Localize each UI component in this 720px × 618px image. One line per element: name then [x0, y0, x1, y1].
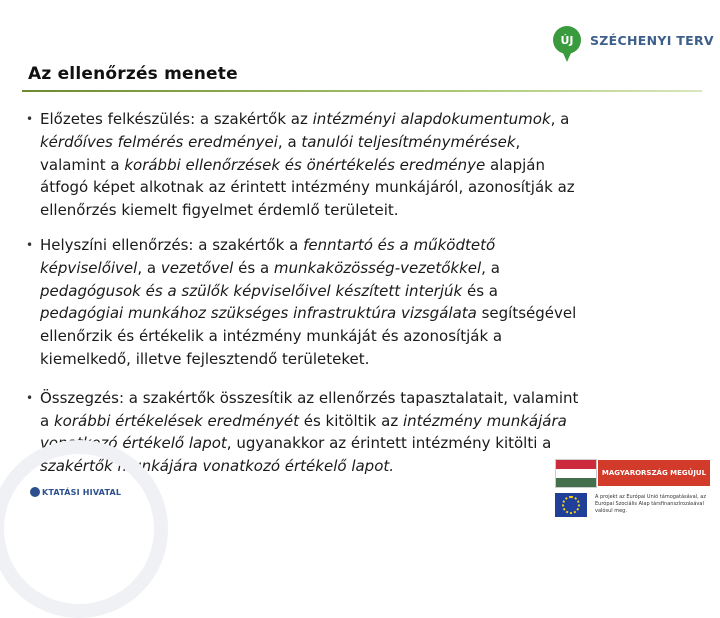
bullet-line [40, 154, 706, 177]
text-run: , a [550, 110, 570, 128]
bullet-line [40, 410, 706, 433]
bullet-line [40, 348, 706, 371]
flag-stripe-white [556, 469, 596, 478]
emphasized-text: vezetővel [160, 258, 234, 277]
text-run: ellenőrzés kiemelt figyelmet érdemlő területeit. [40, 201, 399, 220]
emphasized-text: vonatkozó értékelő lapot [40, 434, 227, 453]
bullet-line [40, 176, 706, 199]
emphasized-text: korábbi ellenőrzések és önértékelés eredménye [124, 155, 486, 174]
emphasized-text: fenntartó és a működtető [303, 235, 496, 254]
bullet-line [40, 199, 706, 222]
bullet-line [40, 387, 706, 410]
bullet-line [40, 108, 706, 131]
emphasized-text: intézmény munkájára [402, 411, 567, 430]
bullet-line [40, 257, 706, 280]
eu-stars-icon [562, 496, 580, 514]
emphasized-text: képviselőivel [40, 258, 138, 277]
bullet-line [40, 325, 706, 348]
text-run: alapján [485, 155, 545, 174]
emphasized-text: kérdőíves felmérés eredményei [40, 132, 278, 151]
eu-funding-text: A projekt az Európai Unió támogatásával, az Európai Szociális Alap társfinanszírozásával valósul meg. [595, 494, 706, 514]
uj-badge-label: ÚJ [560, 33, 574, 47]
text-run: a [40, 411, 54, 430]
bullet-line [40, 302, 706, 325]
oktatasi-hivatal-logo [30, 487, 121, 497]
oh-dot-icon [30, 487, 40, 497]
bullet-line [40, 131, 706, 154]
text-run: Összegzés: a szakértők összesítik az ellenőrzés tapasztalatait, valamint [40, 388, 579, 407]
emphasized-text: pedagógusok és a szülők képviselőivel készített interjúk [40, 281, 463, 300]
text-run: ellenőrzik és értékelik a intézmény munkáját és azonosítják a [40, 327, 503, 346]
text-run: és a [462, 281, 498, 300]
bullet-item [26, 234, 706, 371]
text-run: , ugyanakkor az érintett intézmény kitölti a [226, 434, 552, 453]
text-run: és kitöltik az [298, 411, 403, 430]
bullet-item [26, 108, 706, 222]
text-run: valamint a [40, 155, 125, 174]
emphasized-text: korábbi értékelések eredményét [53, 411, 299, 430]
emphasized-text: pedagógiai munkához szükséges infrastruktúra vizsgálata [40, 304, 477, 323]
text-run: kiemelkedő, illetve fejlesztendő területeket. [40, 349, 370, 368]
emphasized-text: szakértők munkájára vonatkozó értékelő lapot. [40, 457, 395, 476]
eu-flag-icon [555, 493, 587, 517]
text-run: Előzetes felkészülés: a szakértők az [40, 110, 313, 128]
flag-stripe-red [556, 460, 596, 469]
szechenyi-terv-text: SZÉCHENYI TERV [590, 32, 714, 48]
text-run: , [515, 132, 521, 151]
bullet-line [40, 280, 706, 303]
bullet-line [40, 432, 706, 455]
flag-stripe-green [556, 478, 596, 487]
magyarorszag-megujul-banner: MAGYARORSZÁG MEGÚJUL [598, 460, 710, 486]
watermark-circle [0, 440, 168, 618]
emphasized-text: tanulói teljesítménymérések [301, 132, 516, 151]
bullet-list [26, 108, 706, 478]
text-run: Helyszíni ellenőrzés: a szakértők a [40, 235, 304, 254]
uj-badge-icon [553, 26, 581, 54]
text-run: , a [277, 132, 302, 151]
emphasized-text: munkaközösség-vezetőkkel [273, 258, 482, 277]
text-run: átfogó képet alkotnak az érintett intézmény munkájáról, azonosítják az [40, 178, 575, 197]
text-run: segítségével [476, 304, 577, 323]
emphasized-text: intézményi alapdokumentumok [312, 110, 551, 128]
bullet-line [40, 234, 706, 257]
title-underline [22, 90, 702, 92]
text-run: és a [233, 258, 274, 277]
text-run: , a [481, 258, 500, 277]
szechenyi-terv-logo [553, 26, 714, 54]
oh-logo-text: KTATÁSI HIVATAL [42, 487, 122, 497]
page-title: Az ellenőrzés menete [28, 64, 238, 84]
text-run: , a [137, 258, 161, 277]
hungarian-flag-icon [555, 459, 597, 488]
